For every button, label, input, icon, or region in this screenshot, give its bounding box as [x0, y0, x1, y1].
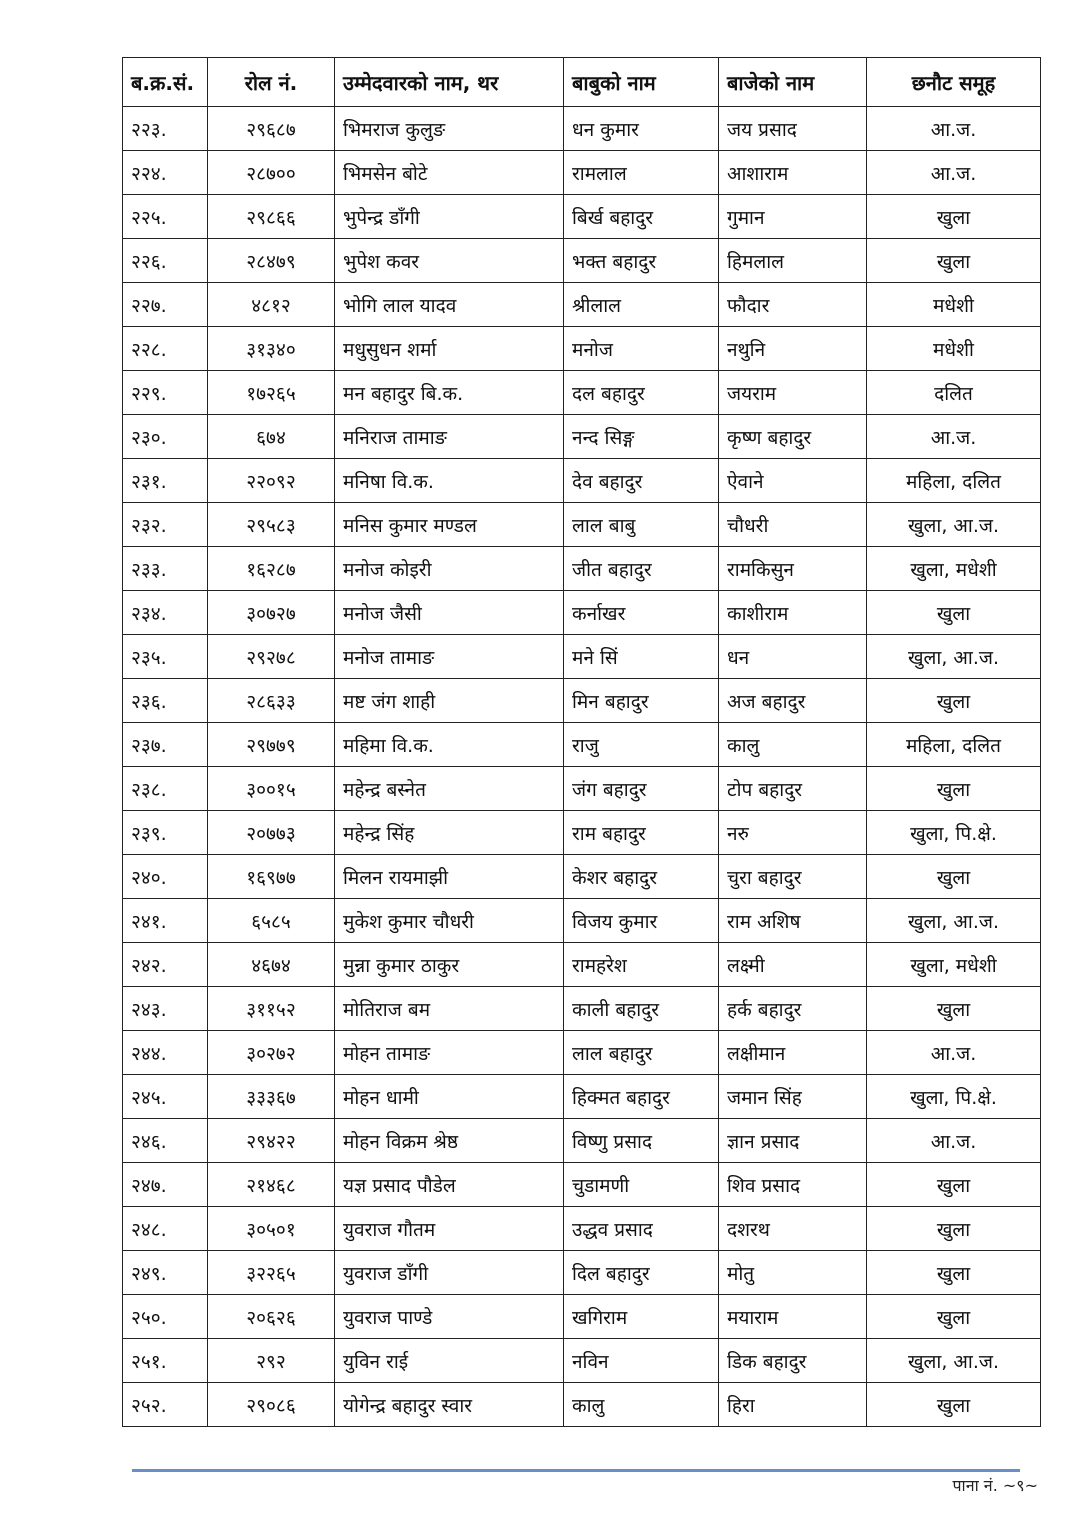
- selection-group-cell: महिला, दलित: [867, 459, 1041, 503]
- grandfather-name-cell: हिमलाल: [719, 239, 867, 283]
- father-name-cell: मिन बहादुर: [564, 679, 719, 723]
- table-row: [123, 767, 1041, 811]
- serial-no-cell: २४८.: [123, 1207, 208, 1251]
- serial-no-cell: २३२.: [123, 503, 208, 547]
- candidate-name-cell: मन बहादुर बि.क.: [335, 371, 564, 415]
- grandfather-name-cell: नरु: [719, 811, 867, 855]
- page-number: पाना नं. ~९~: [952, 1476, 1038, 1495]
- selection-group-cell: खुला: [867, 1163, 1041, 1207]
- grandfather-name-cell: रामकिसुन: [719, 547, 867, 591]
- candidate-name-cell: भुपेन्द्र डाँगी: [335, 195, 564, 239]
- father-name-cell: उद्धव प्रसाद: [564, 1207, 719, 1251]
- selection-group-cell: दलित: [867, 371, 1041, 415]
- grandfather-name-cell: राम अशिष: [719, 899, 867, 943]
- candidate-name-cell: मोहन तामाङ: [335, 1031, 564, 1075]
- serial-no-cell: २३९.: [123, 811, 208, 855]
- header-candidate-name: उम्मेदवारको नाम, थर: [335, 58, 564, 107]
- candidate-name-cell: मनिस कुमार मण्डल: [335, 503, 564, 547]
- father-name-cell: राम बहादुर: [564, 811, 719, 855]
- table-row: [123, 503, 1041, 547]
- candidate-name-cell: मोहन विक्रम श्रेष्ठ: [335, 1119, 564, 1163]
- serial-no-cell: २३७.: [123, 723, 208, 767]
- selection-group-cell: खुला: [867, 591, 1041, 635]
- grandfather-name-cell: जमान सिंह: [719, 1075, 867, 1119]
- roll-no-cell: २९४२२: [208, 1119, 335, 1163]
- grandfather-name-cell: ऐवाने: [719, 459, 867, 503]
- roll-no-cell: ३१३४०: [208, 327, 335, 371]
- table-row: [123, 899, 1041, 943]
- grandfather-name-cell: मोतु: [719, 1251, 867, 1295]
- father-name-cell: लाल बहादुर: [564, 1031, 719, 1075]
- roll-no-cell: २०७७३: [208, 811, 335, 855]
- serial-no-cell: २४४.: [123, 1031, 208, 1075]
- roll-no-cell: ३११५२: [208, 987, 335, 1031]
- serial-no-cell: २४६.: [123, 1119, 208, 1163]
- serial-no-cell: २२६.: [123, 239, 208, 283]
- father-name-cell: मने सिं: [564, 635, 719, 679]
- candidate-name-cell: मिलन रायमाझी: [335, 855, 564, 899]
- roll-no-cell: २८७००: [208, 151, 335, 195]
- roll-no-cell: २२०९२: [208, 459, 335, 503]
- table-row: [123, 371, 1041, 415]
- serial-no-cell: २३५.: [123, 635, 208, 679]
- father-name-cell: कर्नाखर: [564, 591, 719, 635]
- grandfather-name-cell: ज्ञान प्रसाद: [719, 1119, 867, 1163]
- table-row: [123, 239, 1041, 283]
- serial-no-cell: २२९.: [123, 371, 208, 415]
- candidate-name-cell: महेन्द्र बस्नेत: [335, 767, 564, 811]
- father-name-cell: दिल बहादुर: [564, 1251, 719, 1295]
- grandfather-name-cell: टोप बहादुर: [719, 767, 867, 811]
- father-name-cell: रामलाल: [564, 151, 719, 195]
- father-name-cell: श्रीलाल: [564, 283, 719, 327]
- grandfather-name-cell: कृष्ण बहादुर: [719, 415, 867, 459]
- table-row: [123, 1031, 1041, 1075]
- serial-no-cell: २४१.: [123, 899, 208, 943]
- grandfather-name-cell: डिक बहादुर: [719, 1339, 867, 1383]
- father-name-cell: जीत बहादुर: [564, 547, 719, 591]
- father-name-cell: नन्द सिङ्ग: [564, 415, 719, 459]
- table-row: [123, 415, 1041, 459]
- roll-no-cell: २९७७९: [208, 723, 335, 767]
- grandfather-name-cell: लक्ष्मी: [719, 943, 867, 987]
- serial-no-cell: २५१.: [123, 1339, 208, 1383]
- selection-group-cell: खुला: [867, 767, 1041, 811]
- father-name-cell: हिक्मत बहादुर: [564, 1075, 719, 1119]
- grandfather-name-cell: अज बहादुर: [719, 679, 867, 723]
- roll-no-cell: २९५८३: [208, 503, 335, 547]
- candidate-name-cell: महेन्द्र सिंह: [335, 811, 564, 855]
- grandfather-name-cell: हर्क बहादुर: [719, 987, 867, 1031]
- roll-no-cell: २१४६८: [208, 1163, 335, 1207]
- grandfather-name-cell: कालु: [719, 723, 867, 767]
- father-name-cell: लाल बाबु: [564, 503, 719, 547]
- serial-no-cell: २३६.: [123, 679, 208, 723]
- selection-group-cell: खुला: [867, 987, 1041, 1031]
- grandfather-name-cell: शिव प्रसाद: [719, 1163, 867, 1207]
- candidate-name-cell: मुकेश कुमार चौधरी: [335, 899, 564, 943]
- serial-no-cell: २४२.: [123, 943, 208, 987]
- grandfather-name-cell: गुमान: [719, 195, 867, 239]
- candidate-name-cell: भिमराज कुलुङ: [335, 107, 564, 151]
- table-row: [123, 151, 1041, 195]
- table-row: [123, 1251, 1041, 1295]
- grandfather-name-cell: नथुनि: [719, 327, 867, 371]
- table-row: [123, 635, 1041, 679]
- candidate-name-cell: युवराज गौतम: [335, 1207, 564, 1251]
- grandfather-name-cell: दशरथ: [719, 1207, 867, 1251]
- roll-no-cell: ३०७२७: [208, 591, 335, 635]
- candidate-name-cell: मधुसुधन शर्मा: [335, 327, 564, 371]
- roll-no-cell: २९८६६: [208, 195, 335, 239]
- roll-no-cell: ३२२६५: [208, 1251, 335, 1295]
- serial-no-cell: २३४.: [123, 591, 208, 635]
- table-row: [123, 679, 1041, 723]
- father-name-cell: जंग बहादुर: [564, 767, 719, 811]
- candidate-name-cell: मोहन धामी: [335, 1075, 564, 1119]
- selection-group-cell: खुला, मधेशी: [867, 547, 1041, 591]
- table-body: [123, 107, 1041, 1427]
- grandfather-name-cell: काशीराम: [719, 591, 867, 635]
- grandfather-name-cell: धन: [719, 635, 867, 679]
- table-row: [123, 195, 1041, 239]
- roll-no-cell: १६२८७: [208, 547, 335, 591]
- table-row: [123, 107, 1041, 151]
- table-row: [123, 1163, 1041, 1207]
- roll-no-cell: ४६७४: [208, 943, 335, 987]
- table-row: [123, 855, 1041, 899]
- candidate-name-cell: मनिषा वि.क.: [335, 459, 564, 503]
- table-row: [123, 723, 1041, 767]
- serial-no-cell: २२७.: [123, 283, 208, 327]
- table-row: [123, 1383, 1041, 1427]
- roll-no-cell: २९६८७: [208, 107, 335, 151]
- father-name-cell: काली बहादुर: [564, 987, 719, 1031]
- serial-no-cell: २२४.: [123, 151, 208, 195]
- father-name-cell: राजु: [564, 723, 719, 767]
- serial-no-cell: २५०.: [123, 1295, 208, 1339]
- table-row: [123, 591, 1041, 635]
- selection-group-cell: खुला: [867, 679, 1041, 723]
- father-name-cell: भक्त बहादुर: [564, 239, 719, 283]
- selection-group-cell: खुला: [867, 195, 1041, 239]
- father-name-cell: विष्णु प्रसाद: [564, 1119, 719, 1163]
- header-grandfather-name: बाजेको नाम: [719, 58, 867, 107]
- header-serial-no: ब.क्र.सं.: [123, 58, 208, 107]
- selection-group-cell: खुला, आ.ज.: [867, 1339, 1041, 1383]
- selection-group-cell: आ.ज.: [867, 1119, 1041, 1163]
- candidate-name-cell: योगेन्द्र बहादुर स्वार: [335, 1383, 564, 1427]
- roll-no-cell: २९०८६: [208, 1383, 335, 1427]
- grandfather-name-cell: चुरा बहादुर: [719, 855, 867, 899]
- roll-no-cell: ६५८५: [208, 899, 335, 943]
- candidate-name-cell: भोगि लाल यादव: [335, 283, 564, 327]
- grandfather-name-cell: चौधरी: [719, 503, 867, 547]
- roll-no-cell: ३००१५: [208, 767, 335, 811]
- selection-group-cell: खुला: [867, 239, 1041, 283]
- grandfather-name-cell: जयराम: [719, 371, 867, 415]
- candidate-name-cell: यज्ञ प्रसाद पौडेल: [335, 1163, 564, 1207]
- candidate-name-cell: मष्ट जंग शाही: [335, 679, 564, 723]
- candidate-name-cell: युवराज डाँगी: [335, 1251, 564, 1295]
- table-row: [123, 811, 1041, 855]
- father-name-cell: चुडामणी: [564, 1163, 719, 1207]
- grandfather-name-cell: आशाराम: [719, 151, 867, 195]
- table-row: [123, 943, 1041, 987]
- father-name-cell: कालु: [564, 1383, 719, 1427]
- grandfather-name-cell: हिरा: [719, 1383, 867, 1427]
- serial-no-cell: २४७.: [123, 1163, 208, 1207]
- candidate-name-cell: मनोज तामाङ: [335, 635, 564, 679]
- table-row: [123, 987, 1041, 1031]
- footer-divider: [132, 1469, 1020, 1472]
- table-header: [123, 58, 1041, 107]
- selection-group-cell: खुला, पि.क्षे.: [867, 1075, 1041, 1119]
- serial-no-cell: २२५.: [123, 195, 208, 239]
- father-name-cell: खगिराम: [564, 1295, 719, 1339]
- grandfather-name-cell: लक्षीमान: [719, 1031, 867, 1075]
- serial-no-cell: २४९.: [123, 1251, 208, 1295]
- header-father-name: बाबुको नाम: [564, 58, 719, 107]
- table-row: [123, 547, 1041, 591]
- selection-group-cell: खुला, पि.क्षे.: [867, 811, 1041, 855]
- selection-group-cell: आ.ज.: [867, 415, 1041, 459]
- serial-no-cell: २३३.: [123, 547, 208, 591]
- serial-no-cell: २३०.: [123, 415, 208, 459]
- candidate-name-cell: भिमसेन बोटे: [335, 151, 564, 195]
- candidate-name-cell: युवराज पाण्डे: [335, 1295, 564, 1339]
- grandfather-name-cell: जय प्रसाद: [719, 107, 867, 151]
- roll-no-cell: २८६३३: [208, 679, 335, 723]
- roll-no-cell: ३०२७२: [208, 1031, 335, 1075]
- candidate-name-cell: मनिराज तामाङ: [335, 415, 564, 459]
- selection-group-cell: खुला: [867, 1295, 1041, 1339]
- serial-no-cell: २३१.: [123, 459, 208, 503]
- serial-no-cell: २२३.: [123, 107, 208, 151]
- selection-group-cell: खुला, आ.ज.: [867, 635, 1041, 679]
- roll-no-cell: ३३३६७: [208, 1075, 335, 1119]
- candidate-name-cell: मनोज जैसी: [335, 591, 564, 635]
- selection-group-cell: खुला: [867, 1207, 1041, 1251]
- table-row: [123, 327, 1041, 371]
- table-row: [123, 1295, 1041, 1339]
- table-row: [123, 1075, 1041, 1119]
- candidate-name-cell: मोतिराज बम: [335, 987, 564, 1031]
- father-name-cell: केशर बहादुर: [564, 855, 719, 899]
- father-name-cell: दल बहादुर: [564, 371, 719, 415]
- table-row: [123, 459, 1041, 503]
- grandfather-name-cell: मयाराम: [719, 1295, 867, 1339]
- table-row: [123, 283, 1041, 327]
- serial-no-cell: २४३.: [123, 987, 208, 1031]
- serial-no-cell: २४५.: [123, 1075, 208, 1119]
- candidate-name-cell: मुन्ना कुमार ठाकुर: [335, 943, 564, 987]
- selection-group-cell: खुला: [867, 1251, 1041, 1295]
- selection-group-cell: मधेशी: [867, 327, 1041, 371]
- header-roll-no: रोल नं.: [208, 58, 335, 107]
- selection-group-cell: खुला: [867, 855, 1041, 899]
- roll-no-cell: २९२७८: [208, 635, 335, 679]
- selection-group-cell: आ.ज.: [867, 151, 1041, 195]
- father-name-cell: देव बहादुर: [564, 459, 719, 503]
- table-row: [123, 1339, 1041, 1383]
- selection-group-cell: खुला: [867, 1383, 1041, 1427]
- father-name-cell: विजय कुमार: [564, 899, 719, 943]
- table-row: [123, 1207, 1041, 1251]
- header-selection-group: छनौट समूह: [867, 58, 1041, 107]
- candidate-result-table: [122, 57, 1041, 1427]
- selection-group-cell: खुला, आ.ज.: [867, 899, 1041, 943]
- header-row: [123, 58, 1041, 107]
- roll-no-cell: २०६२६: [208, 1295, 335, 1339]
- serial-no-cell: २२८.: [123, 327, 208, 371]
- roll-no-cell: १७२६५: [208, 371, 335, 415]
- roll-no-cell: ६७४: [208, 415, 335, 459]
- serial-no-cell: २५२.: [123, 1383, 208, 1427]
- candidate-name-cell: भुपेश कवर: [335, 239, 564, 283]
- father-name-cell: धन कुमार: [564, 107, 719, 151]
- serial-no-cell: २४०.: [123, 855, 208, 899]
- roll-no-cell: २८४७९: [208, 239, 335, 283]
- grandfather-name-cell: फौदार: [719, 283, 867, 327]
- roll-no-cell: १६९७७: [208, 855, 335, 899]
- candidate-name-cell: मनोज कोइरी: [335, 547, 564, 591]
- roll-no-cell: २९२: [208, 1339, 335, 1383]
- candidate-name-cell: महिमा वि.क.: [335, 723, 564, 767]
- father-name-cell: रामहरेश: [564, 943, 719, 987]
- selection-group-cell: खुला, आ.ज.: [867, 503, 1041, 547]
- selection-group-cell: आ.ज.: [867, 107, 1041, 151]
- father-name-cell: मनोज: [564, 327, 719, 371]
- roll-no-cell: ४८१२: [208, 283, 335, 327]
- serial-no-cell: २३८.: [123, 767, 208, 811]
- candidate-name-cell: युविन राई: [335, 1339, 564, 1383]
- father-name-cell: नविन: [564, 1339, 719, 1383]
- selection-group-cell: मधेशी: [867, 283, 1041, 327]
- table-row: [123, 1119, 1041, 1163]
- roll-no-cell: ३०५०१: [208, 1207, 335, 1251]
- selection-group-cell: महिला, दलित: [867, 723, 1041, 767]
- selection-group-cell: आ.ज.: [867, 1031, 1041, 1075]
- father-name-cell: बिर्ख बहादुर: [564, 195, 719, 239]
- selection-group-cell: खुला, मधेशी: [867, 943, 1041, 987]
